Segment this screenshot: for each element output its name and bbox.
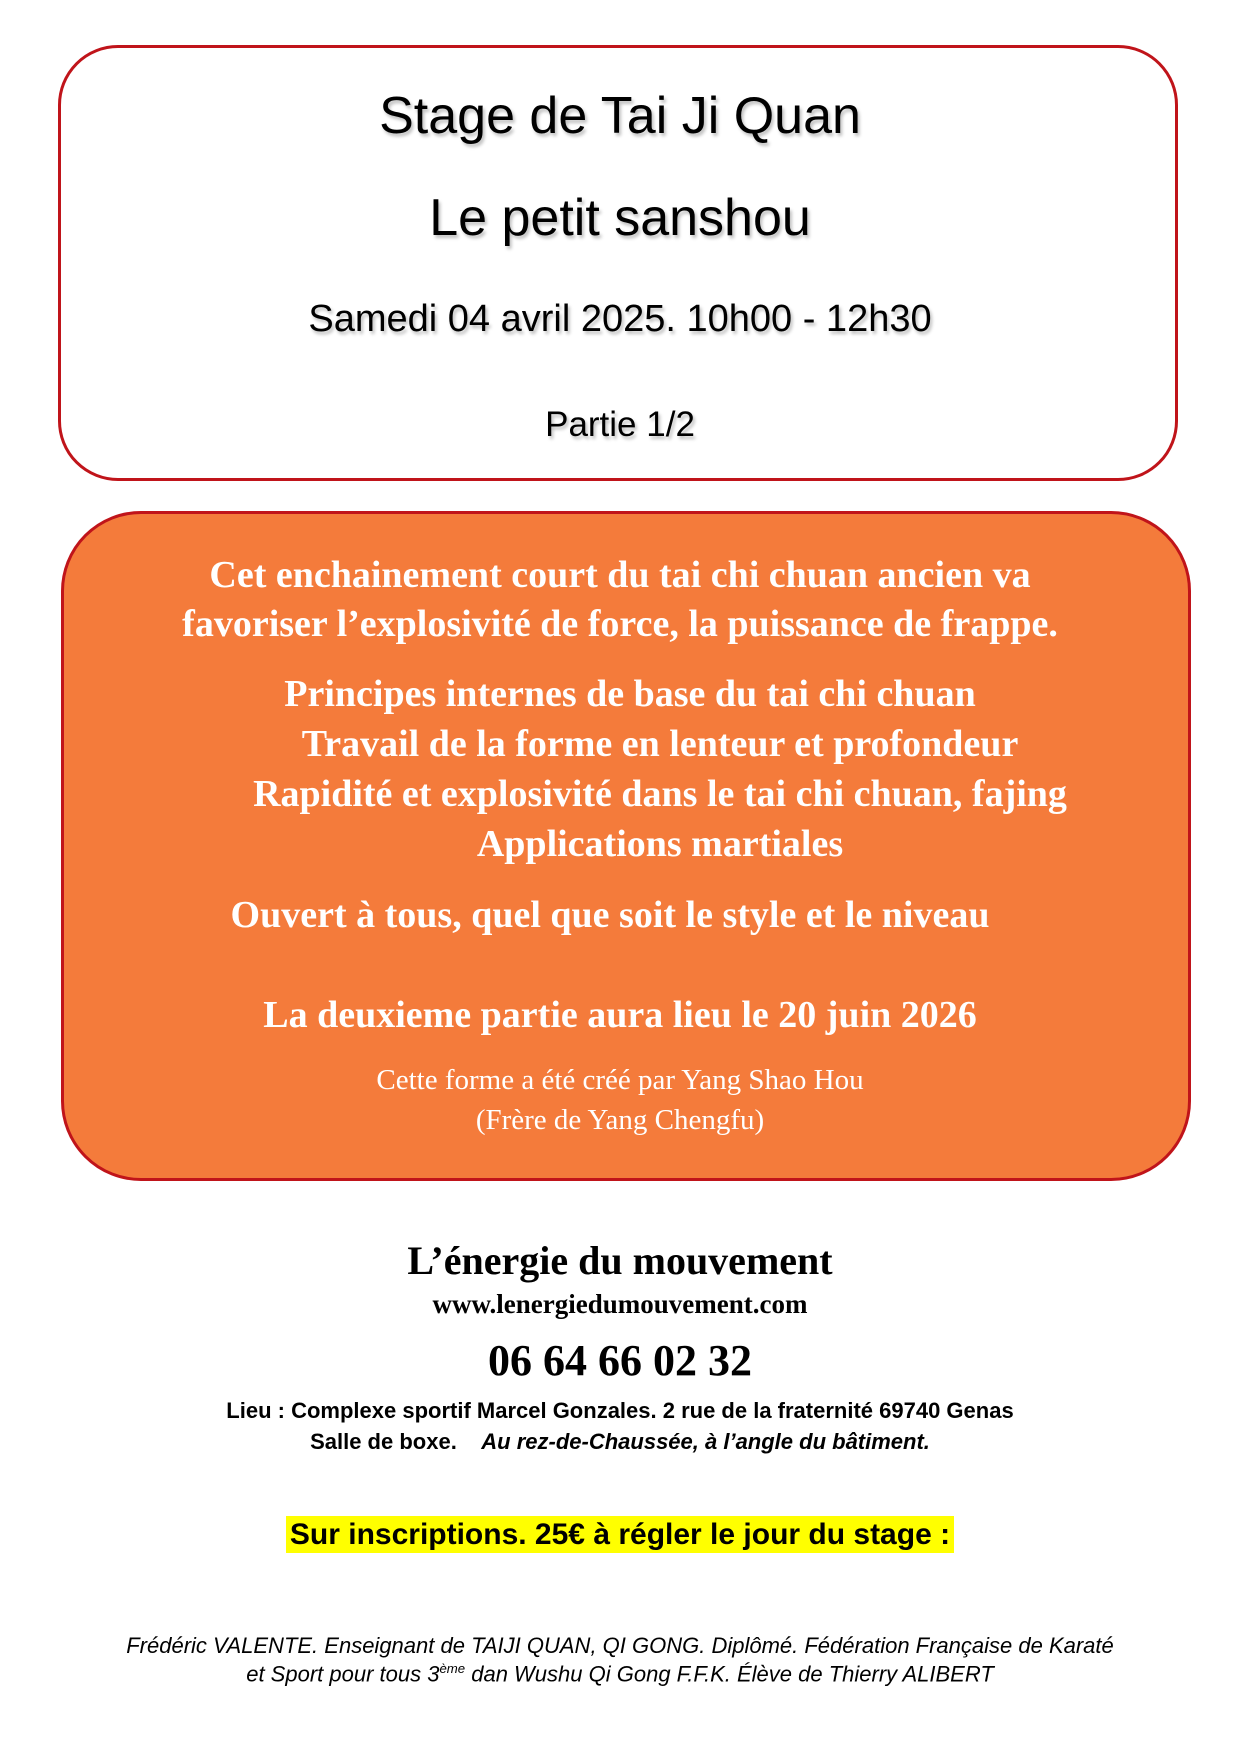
point: Principes internes de base du tai chi chuan xyxy=(284,673,976,715)
event-date: Samedi 04 avril 2025. 10h00 - 12h30 xyxy=(308,298,932,340)
intro-line-1: Cet enchainement court du tai chi chuan ancien va xyxy=(209,554,1031,596)
organization-name: L’énergie du mouvement xyxy=(407,1238,833,1283)
footer-sup: ème xyxy=(439,1661,466,1676)
registration-note: Sur inscriptions. 25€ à régler le jour du stage : xyxy=(286,1516,954,1553)
room-info xyxy=(0,1429,1240,1455)
footer-line-2 xyxy=(0,1661,1240,1687)
second-part: La deuxieme partie aura lieu le 20 juin 2026 xyxy=(263,994,977,1036)
website-link[interactable]: www.lenergiedumouvement.com xyxy=(432,1289,808,1319)
footer-text: dan Wushu Qi Gong F.F.K. Élève de Thierry ALIBERT xyxy=(465,1661,994,1687)
point: Rapidité et explosivité dans le tai chi chuan, fajing xyxy=(253,773,1067,815)
phone-number: 06 64 66 02 32 xyxy=(488,1336,752,1385)
room-detail: Au rez-de-Chaussée, à l’angle du bâtiment. xyxy=(481,1429,930,1454)
location: Lieu : Complexe sportif Marcel Gonzales. 2 rue de la fraternité 69740 Genas xyxy=(226,1398,1014,1423)
intro-line-2: favoriser l’explosivité de force, la puissance de frappe. xyxy=(182,603,1058,645)
point: Applications martiales xyxy=(476,823,844,865)
footer-text: et Sport pour tous 3 xyxy=(246,1661,440,1687)
open-to-all: Ouvert à tous, quel que soit le style et le niveau xyxy=(230,894,990,936)
point: Travail de la forme en lenteur et profondeur xyxy=(301,723,1019,765)
registration-wrap xyxy=(0,1518,1240,1552)
title: Stage de Tai Ji Quan xyxy=(379,87,861,145)
room: Salle de boxe. xyxy=(310,1429,457,1454)
part-label: Partie 1/2 xyxy=(545,405,695,444)
origin-line-2: (Frère de Yang Chengfu) xyxy=(475,1104,765,1136)
origin-line-1: Cette forme a été créé par Yang Shao Hou xyxy=(376,1064,864,1096)
subtitle: Le petit sanshou xyxy=(429,189,811,247)
footer-line-1: Frédéric VALENTE. Enseignant de TAIJI QUAN, QI GONG. Diplômé. Fédération Française de Karaté xyxy=(126,1633,1114,1658)
